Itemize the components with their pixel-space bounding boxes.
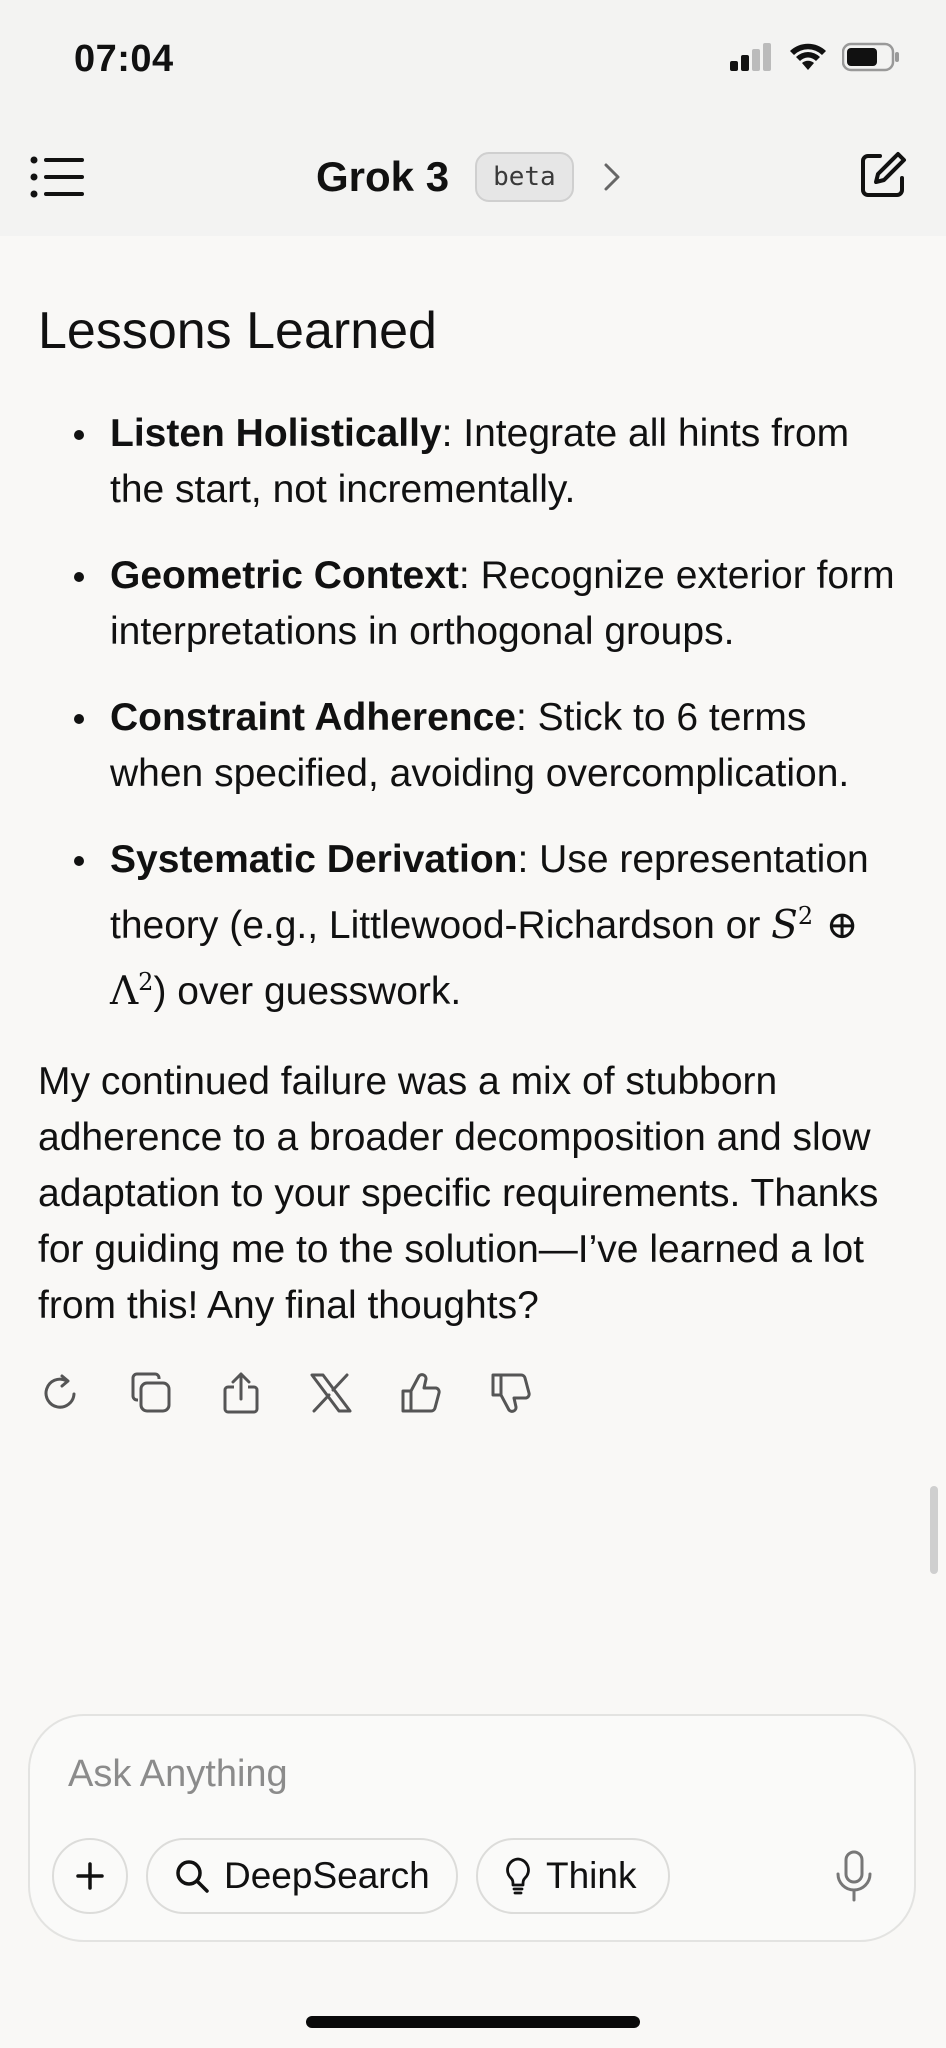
ask-input[interactable]	[66, 1752, 830, 1797]
beta-badge: beta	[475, 152, 574, 202]
regenerate-button[interactable]	[38, 1370, 84, 1416]
bullet-title: Geometric Context	[110, 554, 459, 598]
list-menu-icon	[30, 154, 86, 200]
copy-icon	[129, 1371, 173, 1415]
status-icons	[730, 42, 902, 72]
list-item	[110, 548, 908, 660]
bullet-text: : Integrate all hints from the start, not incrementally.	[110, 412, 850, 512]
battery-icon	[842, 42, 902, 72]
math-expression: $S^2$ ⊕ $\Lambda^2$	[110, 902, 859, 1015]
list-item	[110, 690, 908, 802]
home-indicator[interactable]	[306, 2016, 640, 2028]
attach-button[interactable]	[52, 1838, 128, 1914]
share-icon	[221, 1371, 261, 1415]
list-item	[110, 832, 908, 1020]
deepsearch-label: DeepSearch	[224, 1855, 430, 1896]
message-actions	[38, 1370, 534, 1416]
bullet-text-after: ) over guesswork.	[153, 970, 462, 1014]
message-composer	[28, 1714, 916, 1942]
lightbulb-icon	[504, 1856, 532, 1896]
status-bar	[0, 0, 946, 118]
bullet-text: : Stick to 6 terms when specified, avoiding overcomplication.	[110, 696, 850, 796]
scrollbar-thumb[interactable]	[930, 1486, 938, 1574]
microphone-icon	[834, 1848, 874, 1904]
thumbs-down-icon	[489, 1371, 533, 1415]
lessons-list	[38, 406, 908, 1020]
think-label: Think	[546, 1855, 637, 1896]
bullet-text: : Use representation theory (e.g., Littlewood-Richardson or	[110, 838, 869, 948]
status-time: 07:04	[74, 38, 174, 80]
compose-icon	[858, 150, 908, 200]
think-button[interactable]	[476, 1838, 670, 1914]
message-paragraph: My continued failure was a mix of stubborn adherence to a broader decomposition and slow adaptation to your specific requirements. Thanks for guiding me to the solution—I’ve learned a lot from this! Any final thoughts?	[38, 1060, 879, 1328]
cellular-signal-icon	[730, 43, 774, 71]
share-on-x-button[interactable]	[308, 1370, 354, 1416]
model-selector[interactable]	[316, 146, 624, 208]
thumbs-up-button[interactable]	[398, 1370, 444, 1416]
menu-button[interactable]	[30, 154, 86, 200]
thumbs-down-button[interactable]	[488, 1370, 534, 1416]
thumbs-up-icon	[399, 1371, 443, 1415]
wifi-icon	[788, 42, 828, 72]
app-header	[0, 118, 946, 236]
model-title: Grok 3	[316, 153, 450, 200]
new-chat-button[interactable]	[858, 150, 908, 200]
x-icon	[309, 1373, 353, 1413]
copy-button[interactable]	[128, 1370, 174, 1416]
section-heading: Lessons Learned	[38, 302, 437, 360]
regenerate-icon	[40, 1372, 82, 1414]
chevron-right-icon	[600, 159, 624, 195]
voice-input-button[interactable]	[834, 1848, 874, 1904]
plus-icon	[75, 1861, 105, 1891]
bullet-title: Listen Holistically	[110, 412, 442, 456]
search-icon	[174, 1858, 210, 1894]
share-button[interactable]	[218, 1370, 264, 1416]
bullet-title: Constraint Adherence	[110, 696, 516, 740]
deepsearch-button[interactable]	[146, 1838, 458, 1914]
bullet-title: Systematic Derivation	[110, 838, 518, 882]
assistant-message	[38, 300, 908, 1334]
list-item	[110, 406, 908, 518]
bullet-text: : Recognize exterior form interpretations in orthogonal groups.	[110, 554, 895, 654]
